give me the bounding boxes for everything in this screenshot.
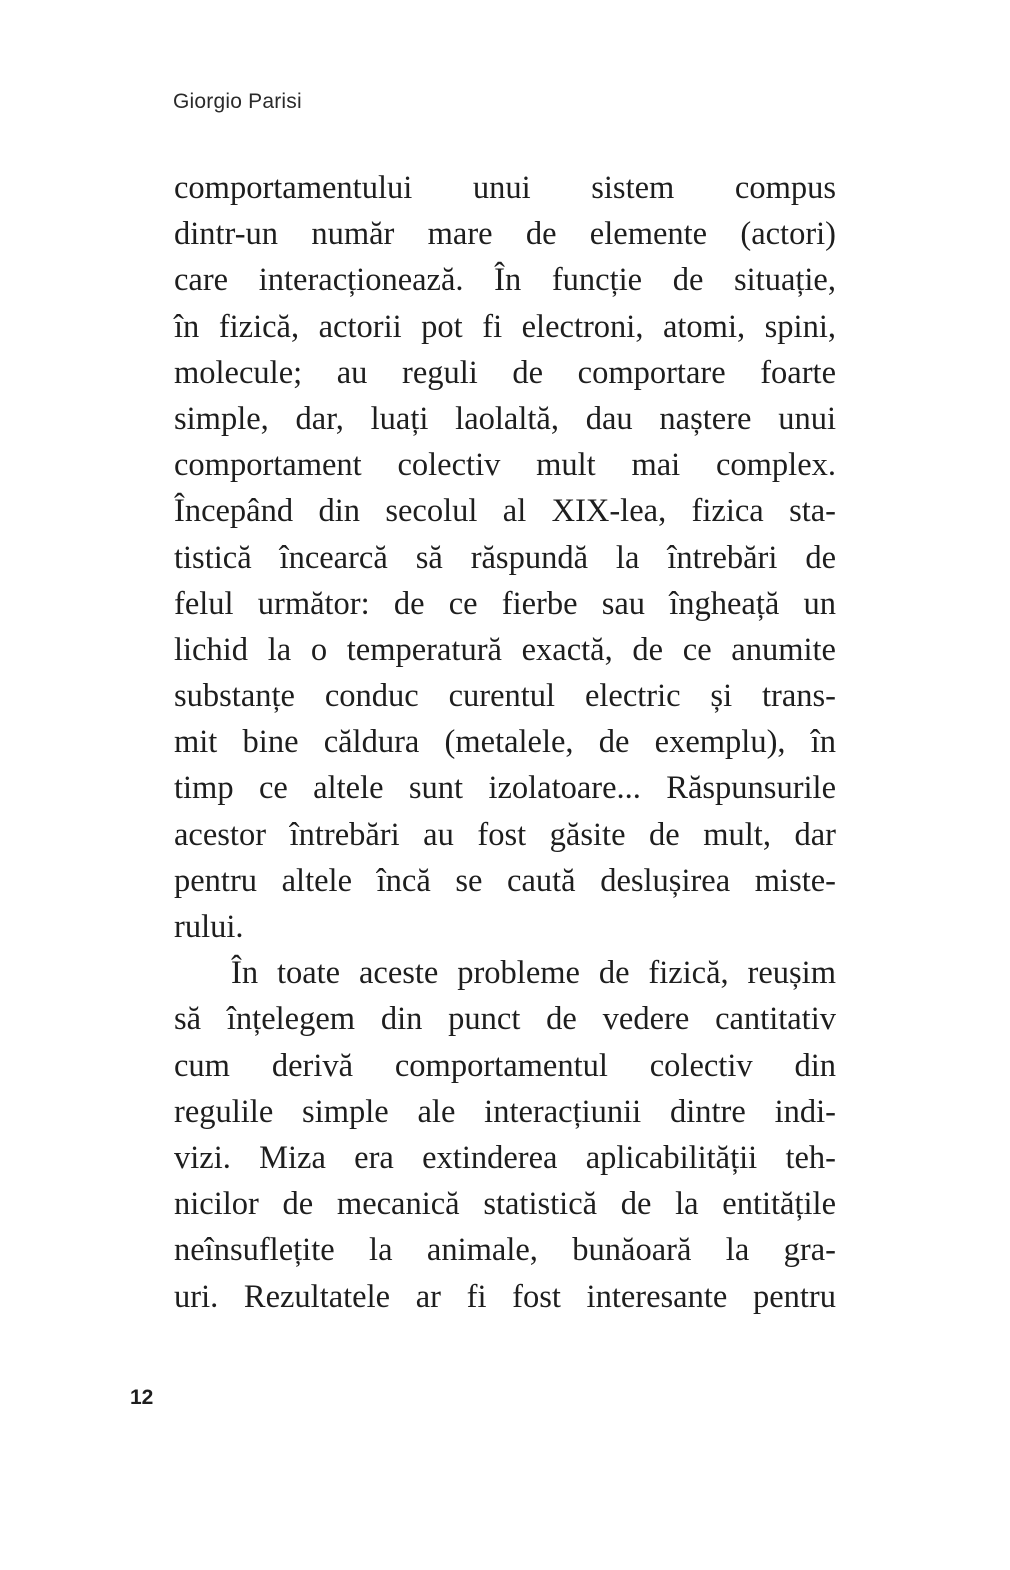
text-line: în fizică, actorii pot fi electroni, atomi, spini, xyxy=(174,308,836,345)
text-line: vizi. Miza era extinderea aplicabilității teh- xyxy=(174,1139,836,1176)
text-line: neînsuflețite la animale, bunăoară la gra- xyxy=(174,1232,836,1269)
text-line: substanțe conduc curentul electric și trans- xyxy=(174,678,836,715)
text-line: care interacționează. În funcție de situație, xyxy=(174,262,836,299)
page-number: 12 xyxy=(130,1386,154,1409)
text-line: felul următor: de ce fierbe sau îngheață un xyxy=(174,585,836,622)
text-line: cum derivă comportamentul colectiv din xyxy=(174,1047,836,1084)
text-line: Începând din secolul al XIX-lea, fizica sta- xyxy=(174,493,836,530)
text-line: comportamentului unui sistem compus xyxy=(174,170,836,206)
text-line: simple, dar, luați laolaltă, dau naștere unui xyxy=(174,400,836,437)
text-line: tistică încearcă să răspundă la întrebări de xyxy=(174,539,836,576)
text-line: dintr-un număr mare de elemente (actori) xyxy=(174,216,836,253)
text-line: să înțelegem din punct de vedere cantitativ xyxy=(174,1001,836,1038)
text-line: pentru altele încă se caută deslușirea miste- xyxy=(174,862,836,899)
text-line: acestor întrebări au fost găsite de mult, dar xyxy=(174,816,836,853)
running-head-author: Giorgio Parisi xyxy=(173,90,302,113)
text-line: timp ce altele sunt izolatoare... Răspunsurile xyxy=(174,770,836,807)
text-line: rului. xyxy=(174,909,244,945)
text-line: În toate aceste probleme de fizică, reușim xyxy=(231,955,836,992)
text-line: molecule; au reguli de comportare foarte xyxy=(174,354,836,391)
paragraph-1 xyxy=(174,165,836,950)
text-line: mit bine căldura (metalele, de exemplu), în xyxy=(174,724,836,761)
text-line: uri. Rezultatele ar fi fost interesante pentru xyxy=(174,1278,836,1315)
text-line: lichid la o temperatură exactă, de ce anumite xyxy=(174,631,836,668)
body-text xyxy=(174,165,836,1320)
text-line: regulile simple ale interacțiunii dintre indi- xyxy=(174,1093,836,1130)
text-line: nicilor de mecanică statistică de la entitățile xyxy=(174,1186,836,1223)
paragraph-2 xyxy=(174,950,836,1320)
text-line: comportament colectiv mult mai complex. xyxy=(174,447,836,484)
